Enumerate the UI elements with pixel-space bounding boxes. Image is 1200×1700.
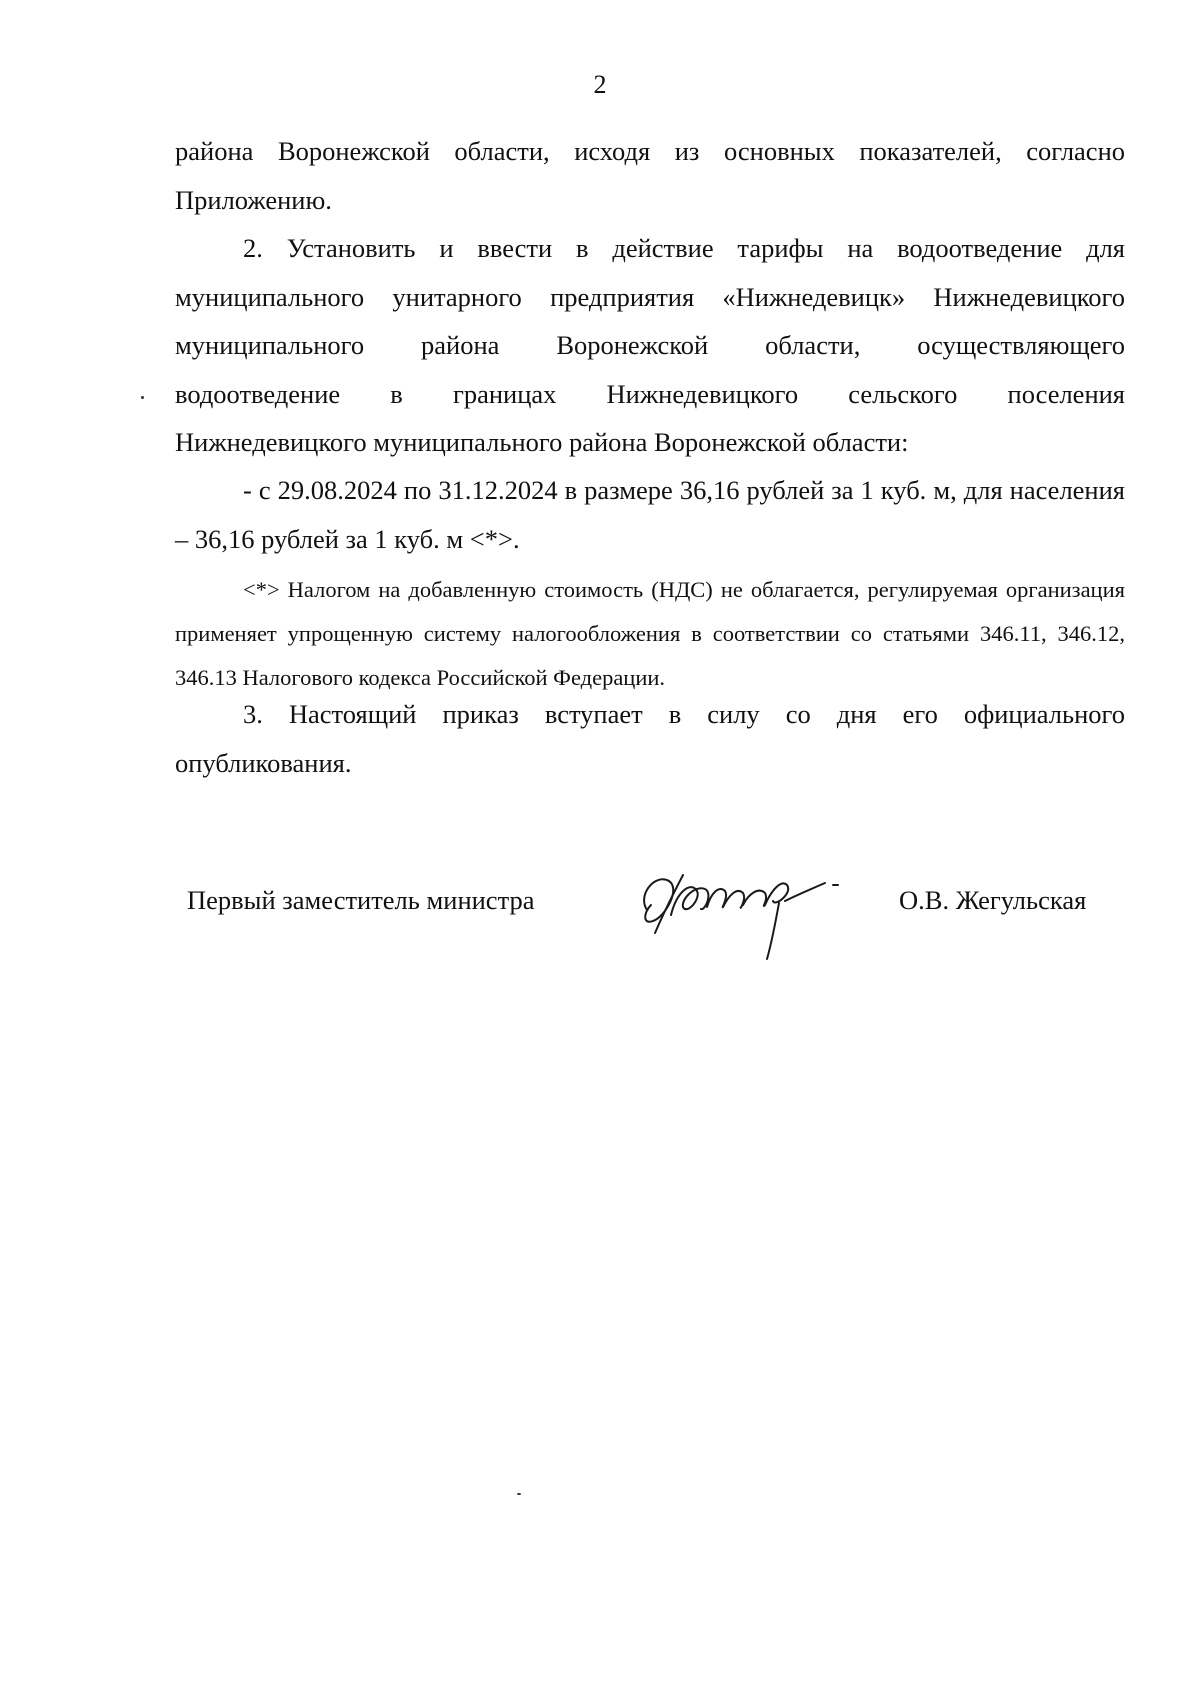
paragraph-item-2-line-1: 2. Установить и ввести в действие тарифы на водоотведение для [243, 233, 1125, 263]
paragraph-item-2-line-2: муниципального унитарного предприятия «Нижнедевицк» Нижнедевицкого [175, 281, 1125, 312]
paragraph-item-2 [175, 224, 1125, 467]
footnote-vat: <*> Налогом на добавленную стоимость (НДС) не облагается, регулируемая организация применяет упрощенную систему налогообложения в соответствии со статьями 346.11, 346.12, 346.13 Налогового кодекса Российской Федерации. [175, 577, 1125, 690]
handwritten-signature [625, 855, 845, 965]
signatory-title: Первый заместитель министра [187, 885, 535, 915]
scan-speck [517, 1493, 521, 1495]
paragraph-item-2-line-5: Нижнедевицкого муниципального района Воронежской области: [175, 427, 909, 457]
paragraph-item-2-line-4: водоотведение в границах Нижнедевицкого сельского поселения [175, 378, 1125, 409]
signatory-name: О.В. Жегульская [899, 885, 1087, 915]
page-number: 2 [593, 70, 607, 99]
scan-speck [141, 396, 144, 399]
paragraph-intro-continuation: района Воронежской области, исходя из основных показателей, согласно Приложению. [175, 136, 1125, 215]
paragraph-tariff-rate: - с 29.08.2024 по 31.12.2024 в размере 36,16 рублей за 1 куб. м, для населения – 36,16 рублей за 1 куб. м <*>. [175, 475, 1125, 554]
paragraph-item-2-line-3: муниципального района Воронежской области, осуществляющего [175, 330, 1125, 360]
paragraph-item-3: 3. Настоящий приказ вступает в силу со дня его официального опубликования. [175, 699, 1125, 778]
